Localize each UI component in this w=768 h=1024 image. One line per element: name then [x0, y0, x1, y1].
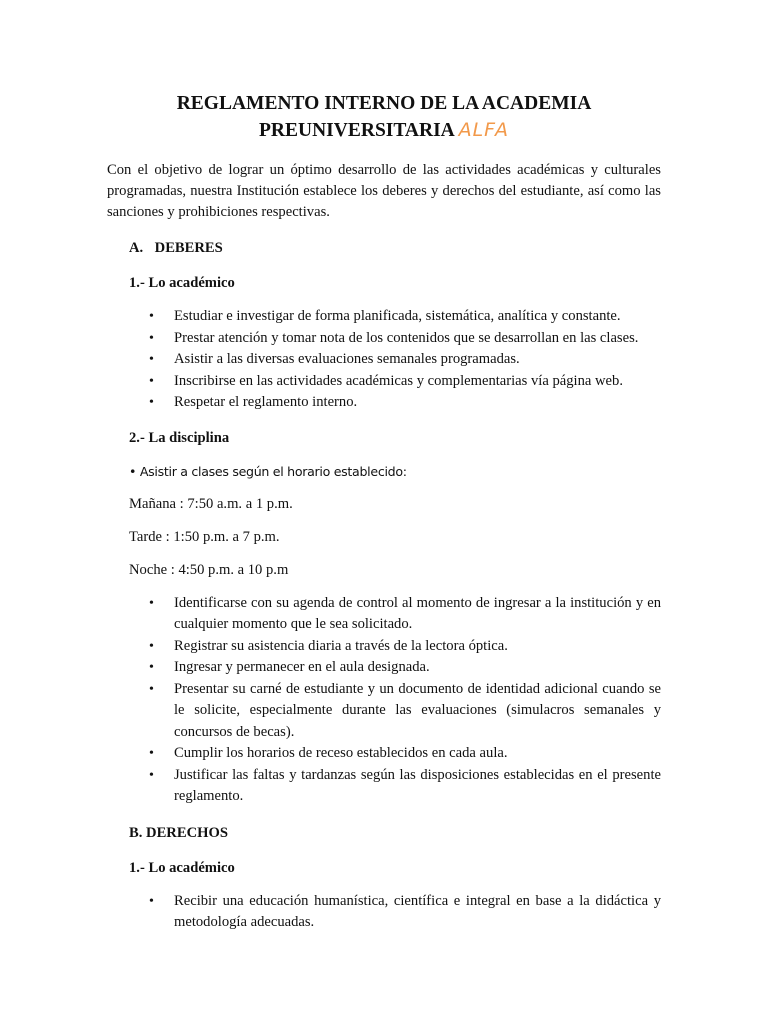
list-item: • Prestar atención y tomar nota de los contenidos que se desarrollan en las clases.	[174, 328, 661, 350]
list-item: • Estudiar e investigar de forma planificada, sistemática, analítica y constante.	[174, 306, 661, 328]
schedule-morning: Mañana : 7:50 a.m. a 1 p.m.	[129, 495, 293, 512]
deberes-academico-heading: 1.- Lo académico	[129, 275, 235, 291]
derechos-academico-heading: 1.- Lo académico	[129, 859, 235, 876]
list-item: • Inscribirse en las actividades académicas y complementarias vía página web.	[174, 371, 661, 393]
title-line-2: PREUNIVERSITARIA	[259, 120, 454, 141]
schedule-night: Noche : 4:50 p.m. a 10 p.m	[129, 561, 289, 578]
deberes-disciplina-list	[107, 593, 661, 808]
section-a-letter: A.	[129, 240, 144, 256]
list-item: • Registrar su asistencia diaria a través de la lectora óptica.	[174, 636, 661, 658]
brand-name: ALFA	[458, 119, 509, 141]
deberes-disciplina-heading: 2.- La disciplina	[129, 429, 230, 446]
title-line-1: REGLAMENTO INTERNO DE LA ACADEMIA	[176, 93, 592, 114]
list-item: • Presentar su carné de estudiante y un documento de identidad adicional cuando se le solicite, especialmente durante las evaluaciones (simulacros semanales y concursos de becas).	[174, 679, 661, 744]
list-item: • Justificar las faltas y tardanzas según las disposiciones establecidas en el presente reglamento.	[174, 765, 661, 808]
schedule-afternoon: Tarde : 1:50 p.m. a 7 p.m.	[129, 528, 280, 545]
intro-paragraph: Con el objetivo de lograr un óptimo desarrollo de las actividades académicas y culturales programadas, nuestra Institución establece los deberes y derechos del estudiante, así como las sanciones y prohibiciones respectivas.	[107, 162, 661, 220]
document-title	[107, 0, 661, 144]
section-b-heading: B. DERECHOS	[129, 824, 228, 841]
list-item: • Ingresar y permanecer en el aula designada.	[174, 657, 661, 679]
list-item: • Recibir una educación humanística, científica e integral en base a la didáctica y metodología adecuadas.	[174, 891, 661, 934]
list-item: • Asistir a las diversas evaluaciones semanales programadas.	[174, 349, 661, 371]
section-a-title: DEBERES	[154, 240, 223, 256]
deberes-academico-list	[107, 306, 661, 414]
section-a-heading	[129, 238, 661, 259]
list-item: • Respetar el reglamento interno.	[174, 392, 661, 414]
attendance-line: • Asistir a clases según el horario establecido:	[129, 463, 407, 479]
list-item: • Identificarse con su agenda de control al momento de ingresar a la institución y en cualquier momento que le sea solicitado.	[174, 593, 661, 636]
list-item: • Cumplir los horarios de receso establecidos en cada aula.	[174, 743, 661, 765]
derechos-academico-list	[107, 891, 661, 934]
